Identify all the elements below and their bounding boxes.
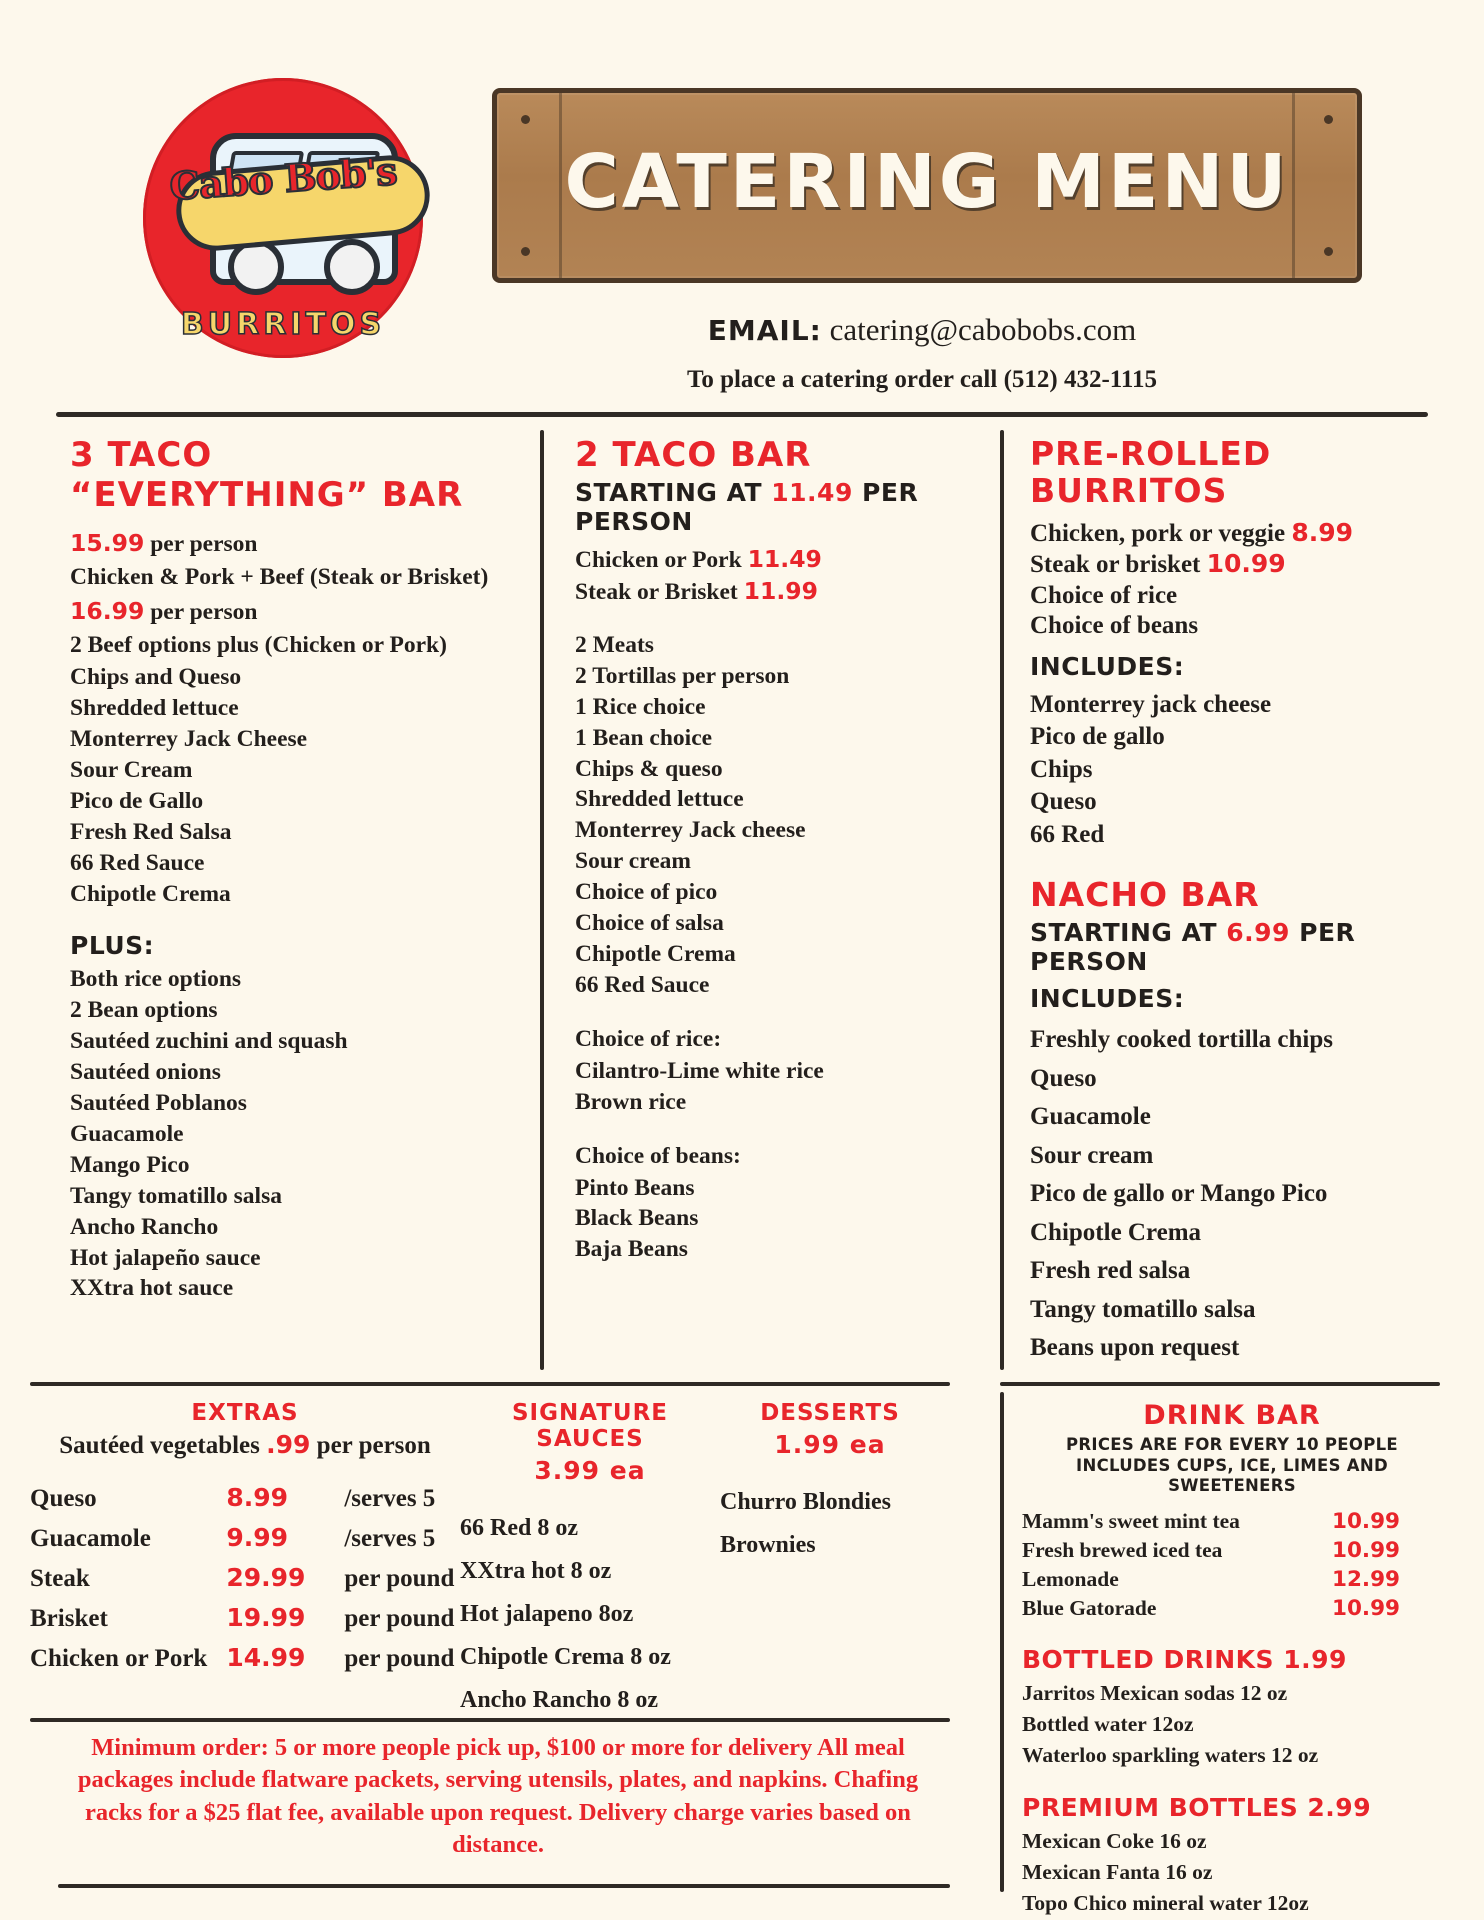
price-value: 14.99 xyxy=(226,1643,306,1672)
bottled-drinks-list xyxy=(1022,1678,1442,1771)
beans-choice-list xyxy=(575,1173,975,1266)
veg-price: .99 xyxy=(266,1430,311,1459)
plus-items-list xyxy=(70,964,520,1304)
section-title-nacho-bar: NACHO BAR xyxy=(1030,875,1260,915)
list-item: Baja Beans xyxy=(575,1236,688,1263)
option-price: 11.99 xyxy=(743,576,818,605)
extras-item-unit: /serves 5 xyxy=(344,1525,436,1552)
list-item: XXtra hot 8 oz xyxy=(460,1558,612,1584)
desserts-block xyxy=(720,1400,940,1722)
list-item: Mexican Coke 16 oz xyxy=(1022,1828,1207,1853)
list-item xyxy=(1030,611,1440,642)
list-item: Choice of pico xyxy=(575,879,718,906)
rice-choice-list xyxy=(575,1056,975,1118)
list-item: 1 Rice choice xyxy=(575,693,706,720)
van-wheel-right-icon xyxy=(324,239,380,295)
cabo-bobs-logo-icon xyxy=(143,78,423,358)
list-item: Chipotle Crema xyxy=(70,880,231,907)
list-item: 2 Tortillas per person xyxy=(575,662,790,689)
list-item: Churro Blondies xyxy=(720,1489,891,1515)
extras-item-price xyxy=(216,1598,344,1638)
list-item: Sautéed Poblanos xyxy=(70,1090,247,1117)
item-label: Chicken, pork or veggie xyxy=(1030,519,1292,547)
email-address[interactable]: catering@cabobobs.com xyxy=(829,312,1137,347)
beans-choice-label: Choice of beans: xyxy=(575,1142,741,1169)
phone-line: To place a catering order call (512) 432-1115 xyxy=(686,366,1158,393)
drink-name: Lemonade xyxy=(1022,1566,1119,1591)
drink-name: Mamm's sweet mint tea xyxy=(1022,1508,1240,1533)
note-line-1: PRICES ARE FOR EVERY 10 PEOPLE xyxy=(1066,1435,1398,1454)
list-item: Monterrey Jack cheese xyxy=(575,817,806,844)
price-line-1 xyxy=(70,526,520,561)
price-value: 8.99 xyxy=(226,1483,289,1512)
starting-suffix: PER PERSON xyxy=(1030,918,1356,977)
section-drink-bar xyxy=(1022,1400,1442,1919)
section-2-taco-bar xyxy=(575,436,975,1265)
table-row xyxy=(1022,1507,1442,1536)
extras-title: EXTRAS xyxy=(191,1400,299,1426)
list-item: Sour Cream xyxy=(70,756,193,783)
item-label: Steak or brisket xyxy=(1030,551,1207,579)
list-item: Ancho Rancho xyxy=(70,1213,219,1240)
logo-art xyxy=(158,93,408,343)
drinks-table xyxy=(1022,1507,1442,1623)
drink-bar-note xyxy=(1022,1435,1442,1497)
extras-item-price xyxy=(216,1518,344,1558)
price-suffix: per person xyxy=(144,531,258,558)
price-desc-2: 2 Beef options plus (Chicken or Pork) xyxy=(70,632,447,659)
list-item: Brown rice xyxy=(575,1088,687,1115)
price-line-2 xyxy=(70,594,520,629)
section-title: 2 TACO BAR xyxy=(575,435,812,475)
list-item: Tangy tomatillo salsa xyxy=(1030,1295,1256,1323)
list-item xyxy=(1030,549,1440,581)
drink-price: 12.99 xyxy=(1332,1566,1401,1592)
extras-item-name: Queso xyxy=(30,1485,97,1512)
list-item: Pico de gallo xyxy=(1030,723,1165,751)
title-signboard xyxy=(492,88,1362,283)
list-item: Mexican Fanta 16 oz xyxy=(1022,1859,1213,1884)
list-item: Pinto Beans xyxy=(575,1174,695,1201)
section-title-line2: “EVERYTHING” BAR xyxy=(70,475,464,516)
desserts-price: 1.99 ea xyxy=(774,1430,886,1459)
price-suffix: per person xyxy=(144,599,258,626)
list-item: Mango Pico xyxy=(70,1151,190,1178)
extras-item-name: Chicken or Pork xyxy=(30,1645,208,1672)
page-header xyxy=(0,0,1484,400)
section-pre-rolled-burritos xyxy=(1030,436,1440,1368)
burrito-price-list xyxy=(1030,518,1440,642)
list-item: Tangy tomatillo salsa xyxy=(70,1182,282,1209)
list-item: 1 Bean choice xyxy=(575,724,713,751)
list-item: Hot jalapeño sauce xyxy=(70,1244,261,1271)
page-title: CATERING MENU xyxy=(564,139,1290,225)
option-price: 11.49 xyxy=(747,545,822,574)
list-item: Freshly cooked tortilla chips xyxy=(1030,1026,1334,1054)
list-item: Fresh Red Salsa xyxy=(70,818,232,845)
section-3-taco-everything-bar xyxy=(70,436,520,1304)
divider-vertical-1 xyxy=(540,430,544,1370)
nacho-starting-price-line xyxy=(1030,918,1440,976)
sauteed-vegetables-line xyxy=(30,1430,460,1460)
table-row xyxy=(1022,1594,1442,1623)
list-item: Chips xyxy=(1030,755,1093,783)
list-item: Jarritos Mexican sodas 12 oz xyxy=(1022,1680,1288,1705)
starting-prefix: STARTING AT xyxy=(575,478,772,508)
list-item: Sautéed zuchini and squash xyxy=(70,1028,348,1055)
premium-bottles-title: PREMIUM BOTTLES 2.99 xyxy=(1022,1792,1372,1822)
sauces-price: 3.99 ea xyxy=(534,1456,646,1485)
list-item: Ancho Rancho 8 oz xyxy=(460,1687,659,1713)
list-item: Topo Chico mineral water 12oz xyxy=(1022,1890,1309,1915)
list-item: Bottled water 12oz xyxy=(1022,1711,1194,1736)
divider-top xyxy=(56,412,1428,417)
list-item: Monterrey jack cheese xyxy=(1030,690,1272,718)
nail-icon xyxy=(1324,115,1333,124)
list-item: Guacamole xyxy=(1030,1103,1151,1131)
starting-price-line xyxy=(575,478,975,536)
list-item: Monterrey Jack Cheese xyxy=(70,725,308,752)
list-item: Queso xyxy=(1030,1064,1097,1092)
table-row xyxy=(1022,1565,1442,1594)
extras-item-unit: per pound xyxy=(344,1605,455,1632)
divider-bottom-left xyxy=(30,1718,950,1722)
extras-block xyxy=(30,1400,460,1722)
extras-item-name: Steak xyxy=(30,1565,90,1592)
list-item: Waterloo sparkling waters 12 oz xyxy=(1022,1742,1319,1767)
meat-options-list xyxy=(575,544,975,608)
list-item: Sour cream xyxy=(575,848,691,875)
starting-prefix: STARTING AT xyxy=(1030,918,1227,948)
signature-sauces-block xyxy=(460,1400,720,1722)
list-item: Chips and Queso xyxy=(70,664,242,691)
sauces-list xyxy=(460,1507,720,1722)
extras-table xyxy=(30,1478,460,1678)
starting-suffix: PER PERSON xyxy=(575,478,919,537)
list-item: 66 Red Sauce xyxy=(575,971,710,998)
extras-item-price xyxy=(216,1478,344,1518)
nail-icon xyxy=(521,247,530,256)
list-item: Queso xyxy=(1030,788,1097,816)
list-item: Both rice options xyxy=(70,966,242,993)
item-price: 8.99 xyxy=(1291,517,1354,547)
starting-price: 6.99 xyxy=(1226,918,1290,948)
table-row xyxy=(1022,1536,1442,1565)
extras-item-unit: per pound xyxy=(344,1565,455,1592)
item-price: 10.99 xyxy=(1206,549,1286,579)
list-item xyxy=(1030,518,1440,550)
list-item: Hot jalapeno 8oz xyxy=(460,1601,634,1627)
veg-label-post: per person xyxy=(310,1432,431,1459)
logo-brand-text: Cabo Bob's xyxy=(168,148,398,209)
table-row xyxy=(30,1598,460,1638)
rice-choice-label: Choice of rice: xyxy=(575,1025,722,1052)
list-item xyxy=(575,576,975,608)
logo-sub-text: BURRITOS xyxy=(180,307,386,342)
list-item: Chipotle Crema xyxy=(1030,1218,1202,1246)
extras-item-price xyxy=(216,1558,344,1598)
desserts-title: DESSERTS xyxy=(760,1400,900,1426)
bottled-drinks-title: BOTTLED DRINKS 1.99 xyxy=(1022,1644,1347,1674)
includes-list xyxy=(575,630,975,1001)
nail-icon xyxy=(521,115,530,124)
drink-price: 10.99 xyxy=(1332,1508,1401,1534)
list-item: Sour cream xyxy=(1030,1141,1154,1169)
item-label: Choice of beans xyxy=(1030,612,1199,640)
nail-icon xyxy=(1324,247,1333,256)
list-item: Chipotle Crema 8 oz xyxy=(460,1644,671,1670)
list-item: Guacamole xyxy=(70,1120,184,1147)
section-title-line1: 3 TACO xyxy=(70,435,213,475)
price-value: 16.99 xyxy=(70,597,145,626)
divider-mid-left xyxy=(30,1382,950,1386)
list-item: Brownies xyxy=(720,1532,816,1558)
list-item: 66 Red Sauce xyxy=(70,849,205,876)
extras-item-name: Guacamole xyxy=(30,1525,151,1552)
burrito-includes-list xyxy=(1030,689,1440,852)
desserts-list xyxy=(720,1481,940,1567)
list-item: Beans upon request xyxy=(1030,1334,1240,1362)
list-item: 2 Bean options xyxy=(70,997,218,1024)
divider-mid-right xyxy=(1000,1382,1440,1386)
divider-vertical-2 xyxy=(1000,430,1004,1370)
list-item: Choice of salsa xyxy=(575,910,724,937)
included-items-list xyxy=(70,662,520,909)
option-label: Steak or Brisket xyxy=(575,578,744,605)
price-value: 15.99 xyxy=(70,529,145,558)
list-item: Shredded lettuce xyxy=(70,695,239,722)
drink-name: Fresh brewed iced tea xyxy=(1022,1537,1223,1562)
drink-price: 10.99 xyxy=(1332,1595,1401,1621)
list-item: Chipotle Crema xyxy=(575,940,736,967)
nacho-includes-label: INCLUDES: xyxy=(1030,984,1185,1014)
list-item: 2 Meats xyxy=(575,631,654,658)
option-label: Chicken or Pork xyxy=(575,547,748,574)
section-title-burritos: PRE-ROLLED BURRITOS xyxy=(1030,434,1272,510)
nacho-includes-list xyxy=(1030,1021,1440,1368)
plus-label: PLUS: xyxy=(70,931,155,961)
list-item: 66 Red 8 oz xyxy=(460,1515,578,1541)
starting-price: 11.49 xyxy=(771,478,853,508)
list-item: Cilantro-Lime white rice xyxy=(575,1057,824,1084)
table-row xyxy=(30,1518,460,1558)
drink-bar-title: DRINK BAR xyxy=(1143,1400,1321,1431)
price-value: 29.99 xyxy=(226,1563,306,1592)
section-extras-sauces-desserts xyxy=(30,1400,950,1722)
list-item xyxy=(1030,581,1440,612)
email-label: EMAIL: xyxy=(707,314,822,347)
list-item: XXtra hot sauce xyxy=(70,1275,234,1302)
price-value: 19.99 xyxy=(226,1603,306,1632)
price-value: 9.99 xyxy=(226,1523,289,1552)
list-item: Fresh red salsa xyxy=(1030,1257,1191,1285)
table-row xyxy=(30,1558,460,1598)
drink-name: Blue Gatorade xyxy=(1022,1595,1157,1620)
extras-item-name: Brisket xyxy=(30,1605,108,1632)
list-item: Shredded lettuce xyxy=(575,786,744,813)
minimum-order-note: Minimum order: 5 or more people pick up, $100 or more for delivery All meal packages include flatware packets, serving utensils, plates, and napkins. Chafing racks for a $25 flat fee, available upon request. Delivery charge varies based on distance. xyxy=(77,1734,919,1858)
includes-label: INCLUDES: xyxy=(1030,651,1185,681)
item-label: Choice of rice xyxy=(1030,581,1178,609)
veg-label-pre: Sautéed vegetables xyxy=(59,1432,267,1459)
drink-price: 10.99 xyxy=(1332,1537,1401,1563)
email-line xyxy=(492,312,1352,348)
extras-item-price xyxy=(216,1638,344,1678)
list-item: Chips & queso xyxy=(575,755,723,782)
extras-item-unit: /serves 5 xyxy=(344,1485,436,1512)
note-line-2: INCLUDES CUPS, ICE, LIMES AND SWEETENERS xyxy=(1076,1455,1388,1496)
sauces-title: SIGNATURE SAUCES xyxy=(511,1400,669,1452)
table-row xyxy=(30,1478,460,1518)
table-row xyxy=(30,1638,460,1678)
list-item: Pico de gallo or Mango Pico xyxy=(1030,1180,1328,1208)
list-item xyxy=(575,544,975,576)
list-item: Sautéed onions xyxy=(70,1059,221,1086)
extras-item-unit: per pound xyxy=(344,1645,455,1672)
divider-bottom-left-2 xyxy=(58,1884,950,1888)
price-desc-1: Chicken & Pork + Beef (Steak or Brisket) xyxy=(70,564,489,591)
divider-vertical-3 xyxy=(1000,1392,1004,1892)
list-item: Pico de Gallo xyxy=(70,787,204,814)
premium-bottles-list xyxy=(1022,1826,1442,1919)
list-item: 66 Red xyxy=(1030,820,1105,848)
list-item: Black Beans xyxy=(575,1205,699,1232)
